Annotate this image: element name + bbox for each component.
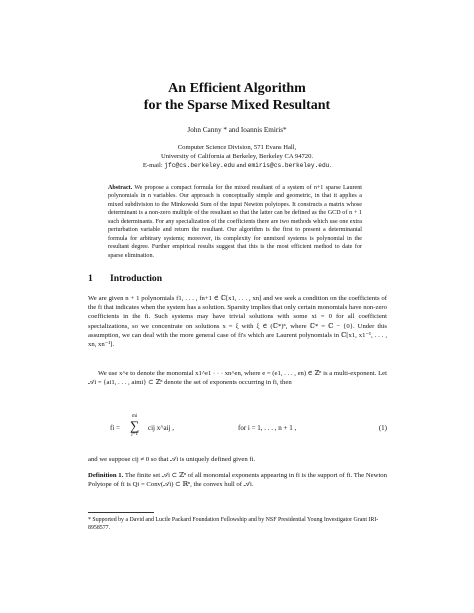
definition-text: The finite set 𝒜i ⊂ ℤⁿ of all monomial exponents appearing in fi is the support of fi. The Newton Polytope of fi is Qi = Conv(𝒜i) ⊂ ℝⁿ, the convex hull of 𝒜i. (88, 472, 387, 489)
email-prefix: E-mail: (142, 162, 165, 169)
email-link-emiris[interactable]: emiris@cs.berkeley.edu (247, 162, 330, 169)
footnote: * Supported by a David and Lucile Packard Foundation Fellowship and by NSF Presidential Young Investigator Grant IRI-8958577. (88, 517, 379, 531)
email-and: and (234, 162, 248, 169)
intro-paragraph-2: We use x^e to denote the monomial x1^e1 · · · xn^en, where e = (e1, . . . , en) ∈ ℤⁿ is a multi-exponent. Let 𝒜i = {ai1, . . . , aimi} ⊂ ℤⁿ denote the set of exponents occurring in fi, then (88, 370, 387, 387)
email-link-canny[interactable]: jfc@cs.berkeley.edu (164, 162, 235, 169)
equation-range: for i = 1, . . . , n + 1 , (238, 424, 297, 432)
email-line (0, 161, 474, 170)
paper-title-line-1: An Efficient Algorithm (168, 81, 306, 96)
authors: John Canny * and Ioannis Emiris* (187, 126, 287, 134)
abstract (108, 184, 362, 260)
section-title: Introduction (110, 273, 163, 284)
equation-number: (1) (378, 424, 387, 432)
section-number: 1 (88, 273, 93, 284)
abstract-label: Abstract. (108, 185, 133, 191)
summation (130, 414, 139, 438)
footnote-rule (88, 512, 154, 513)
paper-title-line-2: for the Sparse Mixed Resultant (143, 98, 331, 113)
intro-paragraph-3: and we suppose cij ≠ 0 so that 𝒜i is uniquely defined given fi. (88, 456, 256, 463)
affiliation (0, 143, 474, 170)
sigma-symbol: ∑ (130, 418, 140, 433)
title-block (0, 80, 474, 114)
equation-1 (88, 412, 387, 446)
intro-paragraph-1: We are given n + 1 polynomials f1, . . . , fn+1 ∈ ℂ[x1, . . . , xn] and we seek a condition on the coefficients of the fi that indicates when the system has a solution. Sparsity implies that only certain monomials have non-zero coefficients in the fi. Such systems may have trivial solutions with some xi = 0 for all coefficient specializations, so we concentrate on solutions x = ξ with ξ ∈ (ℂ*)ⁿ, where ℂ* = ℂ − {0}. Under this assumption, we can deal with the more general case of fi's which are Laurent polynomials in ℂ[x1, x1⁻¹, . . . , xn, xn⁻¹]. (88, 295, 387, 349)
equation-lhs: fi = (110, 424, 120, 432)
affiliation-line-1: Computer Science Division, 571 Evans Hall, (177, 144, 297, 151)
affiliation-line-2: University of California at Berkeley, Berkeley CA 94720. (160, 153, 314, 160)
email-suffix: . (329, 162, 332, 169)
definition-1 (88, 471, 387, 489)
sum-upper-limit: mi (132, 414, 138, 419)
sum-lower-limit: j=1 (131, 432, 138, 437)
definition-label: Definition 1. (88, 472, 124, 479)
abstract-text: We propose a compact formula for the mixed resultant of a system of n+1 sparse Laurent polynomials in n variables. Our approach is conceptually simple and geometric, in that it applies a mixed subdivision to the Minkowski Sum of the input Newton polytopes. It constructs a matrix whose determinant is a non-zero multiple of the resultant so that the latter can be defined as the GCD of n + 1 such determinants. For any specialization of the coefficients there are two methods which use one extra perturbation variable and return the resultant. Our algorithm is the first to present a determinantal formula for arbitrary systems; moreover, its complexity for unmixed systems is polynomial in the resultant degree. Further empirical results suggest that this is the most efficient method to date for sparse elimination. (108, 185, 362, 259)
equation-term: cij x^aij , (148, 424, 175, 432)
section-heading (88, 273, 162, 284)
